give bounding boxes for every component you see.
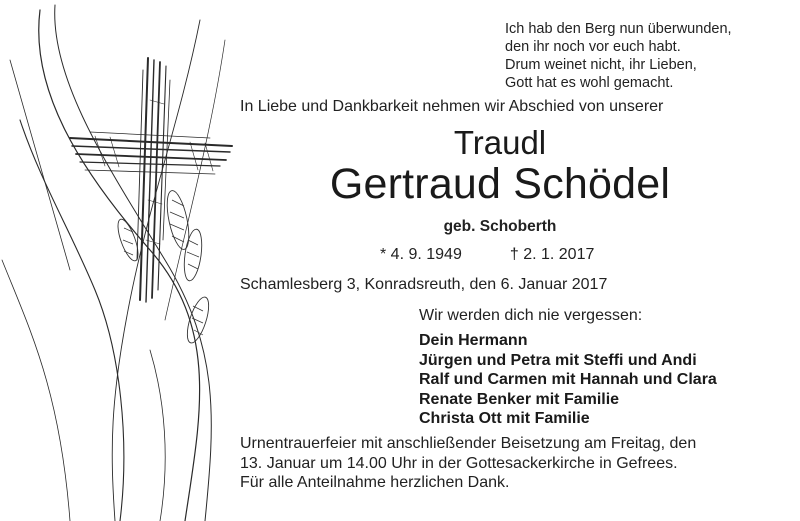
deceased-full-name: Gertraud Schödel — [329, 160, 671, 208]
wheat-stalks — [2, 5, 225, 521]
mourner-name: Renate Benker mit Familie — [419, 390, 620, 408]
ceremony-line: Urnentrauerfeier mit anschließender Beisetzung am Freitag, den — [240, 435, 697, 452]
poem-line: Drum weinet nicht, ihr Lieben, — [505, 57, 697, 73]
mourner-name: Dein Hermann — [419, 332, 528, 349]
mourners-lead: Wir werden dich nie vergessen: — [419, 307, 643, 324]
maiden-name: geb. Schoberth — [443, 218, 557, 235]
thanks-text: Für alle Anteilnahme herzlichen Dank. — [240, 474, 510, 491]
poem-line: Gott hat es wohl gemacht. — [505, 75, 674, 91]
life-dates — [380, 246, 680, 264]
mourner-name: Ralf und Carmen mit Hannah und Clara — [419, 371, 717, 388]
mourner-name: Jürgen und Petra mit Steffi und Andi — [419, 351, 697, 369]
mourners-block — [419, 307, 789, 429]
poem-line: Ich hab den Berg nun überwunden, — [505, 21, 732, 37]
ceremony-line: 13. Januar um 14.00 Uhr in der Gottesackerkirche in Gefrees. — [240, 455, 678, 472]
death-date: † 2. 1. 2017 — [509, 246, 595, 263]
ceremony-notice — [240, 434, 780, 474]
birth-date: * 4. 9. 1949 — [380, 246, 462, 263]
poem — [505, 20, 795, 92]
mourner-name: Christa Ott mit Familie — [419, 410, 590, 427]
intro-text: In Liebe und Dankbarkeit nehmen wir Abschied von unserer — [240, 98, 664, 115]
poem-line: den ihr noch vor euch habt. — [505, 39, 681, 55]
place-and-date: Schamlesberg 3, Konradsreuth, den 6. Januar 2017 — [240, 276, 608, 293]
cross-artwork-icon — [0, 0, 240, 521]
deceased-first-name: Traudl — [453, 124, 547, 161]
